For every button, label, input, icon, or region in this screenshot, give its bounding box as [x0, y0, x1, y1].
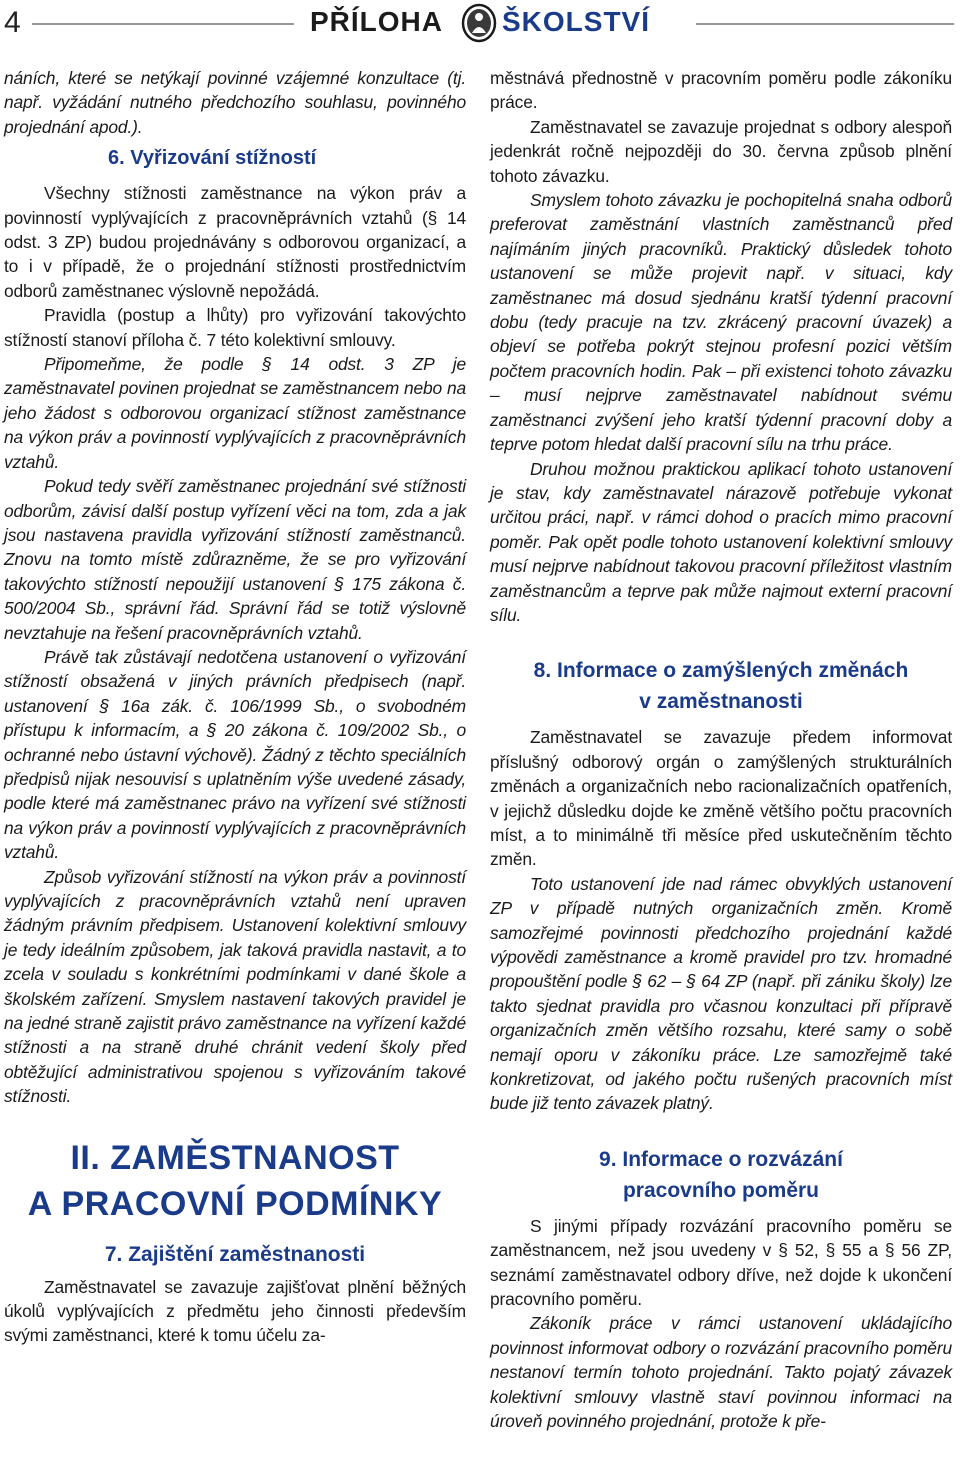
paragraph: Pokud tedy svěří zaměstnanec projednání své stížnosti odborům, závisí další postup vyřízení věci na tom, zda a jak jsou nastavena pravidla vyřizování stížností zaměstnanců. Znovu na tomto místě zdůrazněme, že se pro vyřizování takovýchto stížností nepoužijí ustanovení § 175 zákona č. 500/2004 Sb., správní řád. Správní řád se totiž výslovně nevztahuje na řešení pracovněprávních vztahů. [4, 476, 466, 643]
heading-line: II. ZAMĚSTNANOST [70, 1138, 400, 1177]
section-heading: 7. Zajištění zaměstnanosti [104, 1242, 366, 1266]
page-number: 4 [4, 6, 21, 39]
section-heading [490, 1144, 952, 1206]
header-rule-right [696, 23, 954, 25]
paragraph: náních, které se netýkají povinné vzájemné konzultace (tj. např. vyžádání nutného předchozího souhlasu, povinného projednání apod.). [4, 68, 466, 137]
paragraph: Toto ustanovení jde nad rámec obvyklých ustanovení ZP v případě nutných organizačních změn. Kromě samozřejmé povinnosti předchozího projednání každé výpovědi zaměstnance a kromě pravidel pro tzv. hromadné propouštění podle § 62 – § 64 ZP (např. při zániku školy) lze takto sjednat pravidla pro včasnou konzultaci při přípravě organizačních změn většího rozsahu, které samy o sobě nemají oporu v zákoníku práce. Lze samozřejmě také konkretizovat, od jakého počtu rušených pracovních míst bude již tento závazek platný. [490, 873, 952, 1114]
emblem-logo-icon [461, 3, 497, 43]
paragraph: Smyslem tohoto závazku je pochopitelná snaha odborů preferovat zaměstnání vlastních zaměstnanců před najímáním jiných pracovníků. Praktický důsledek tohoto ustanovení se může projevit např. v situaci, kdy zaměstnanec má dosud sjednánu kratší týdenní pracovní dobu (tedy pracuje na tzv. zkrácený pracovní úvazek) a objeví se potřeba pokrýt stejnou profesní pozici větším počtem pracovních hodin. Pak – při existenci tohoto závazku – musí nejprve zaměstnavatel nabídnout svému zaměstnanci zvýšení jeho kratší týdenní pracovní doby a teprve potom hledat další pracovní sílu na trhu práce. [490, 190, 952, 455]
paragraph: městnává přednostně v pracovním poměru podle zákoníku práce. [490, 68, 952, 113]
paragraph: S jinými případy rozvázání pracovního poměru se zaměstnancem, než jsou uvedeny v § 52, § 55 a § 56 ZP, seznámí zaměstnavatel odbory dříve, než dojde k ukončení pracovního poměru. [490, 1215, 952, 1310]
header-title-left: PŘÍLOHA [310, 6, 443, 37]
paragraph: Připomeňme, že podle § 14 odst. 3 ZP je zaměstnavatel povinen projednat se zaměstnancem nebo na jeho žádost s odborovou organizací stížnost zaměstnance na výkon práv a povinností vyplývajících z pracovněprávních vztahů. [4, 354, 466, 472]
paragraph: Pravidla (postup a lhůty) pro vyřizování takovýchto stížností stanoví příloha č. 7 této kolektivní smlouvy. [4, 305, 466, 350]
paragraph: Druhou možnou praktickou aplikací tohoto ustanovení je stav, kdy zaměstnavatel nárazově potřebuje vykonat určitou práci, např. v rámci dohod o pracích mimo pracovní poměr. Pak opět podle tohoto ustanovení kolektivní smlouvy musí nejprve nabídnout takovou pracovní příležitost vlastním zaměstnancům a teprve pak může najmout externí pracovní sílu. [490, 458, 952, 625]
heading-line: pracovního poměru [622, 1178, 820, 1202]
paragraph: Způsob vyřizování stížností na výkon práv a povinností vyplývajících z pracovněprávních vztahů není upraven žádným právním předpisem. Ustanovení kolektivní smlouvy je tedy ideálním způsobem, jak taková pravidla nastavit, a to zcela v souladu s konkrétními podmínkami v dané škole a školském zařízení. Smyslem nastavení takových pravidel je na jedné straně zajistit právo zaměstnance na vyřízení každé stížnosti a na straně druhé chránit vedení školy před obtěžující administrativou spojenou s vyřizováním takové stížnosti. [4, 866, 466, 1107]
paragraph: Všechny stížnosti zaměstnance na výkon práv a povinností vyplývajících z pracovněprávních vztahů (§ 14 odst. 3 ZP) budou projednávány s odborovou organizací, a to i v případě, že o projednání stížnosti prostřednictvím odborů zaměstnanec výslovně nepožádá. [4, 183, 466, 301]
page-header [0, 0, 960, 52]
heading-line: A PRACOVNÍ PODMÍNKY [27, 1184, 443, 1223]
section-heading: 6. Vyřizování stížností [108, 147, 317, 170]
paragraph: Zaměstnavatel se zavazuje zajišťovat plnění běžných úkolů vyplývajících z předmětu jeho činnosti především svými zaměstnanci, které k tomu účelu za- [4, 1276, 466, 1346]
paragraph: Zaměstnavatel se zavazuje projednat s odbory alespoň jedenkrát ročně nejpozději do 30. června způsob plnění tohoto závazku. [490, 116, 952, 186]
heading-line: v zaměstnanosti [639, 690, 803, 714]
paragraph: Zaměstnavatel se zavazuje předem informovat příslušný odborový orgán o zamýšlených strukturálních změnách a organizačních nebo racionalizačních opatřeních, v jejichž důsledku dojde ke změně většího počtu pracovních míst, a to minimálně tři měsíce před uskutečněním těchto změn. [490, 727, 952, 870]
paragraph: Zákoník práce v rámci ustanovení ukládajícího povinnost informovat odbory o rozvázání pracovního poměru nestanoví termín tohoto projednání. Takto pojatý závazek kolektivní smlouvy vlastně staví povinnou informaci na úroveň povinného projednání, protože k pře- [490, 1313, 952, 1432]
part-heading [4, 1135, 466, 1227]
right-column [490, 66, 952, 1434]
section-heading [490, 655, 952, 717]
header-rule-left [32, 23, 294, 25]
paragraph: Právě tak zůstávají nedotčena ustanovení o vyřizování stížností obsažená v jiných právních předpisech (např. ustanovení § 16a zák. č. 106/1999 Sb., o svobodném přístupu k informacím, a § 20 zákona č. 109/2002 Sb., o ochranné nebo ústavní výchově). Žádný z těchto speciálních předpisů nijak nesouvisí s uplatněním výše uvedené zásady, podle které má zaměstnanec právo na vyřízení své stížnosti na výkon práv a povinností vyplývajících z pracovněprávních vztahů. [4, 646, 466, 863]
heading-line: 8. Informace o zamýšlených změnách [533, 659, 909, 683]
heading-line: 9. Informace o rozvázání [599, 1147, 843, 1171]
left-column [4, 66, 466, 1348]
header-title-right: ŠKOLSTVÍ [502, 6, 651, 37]
